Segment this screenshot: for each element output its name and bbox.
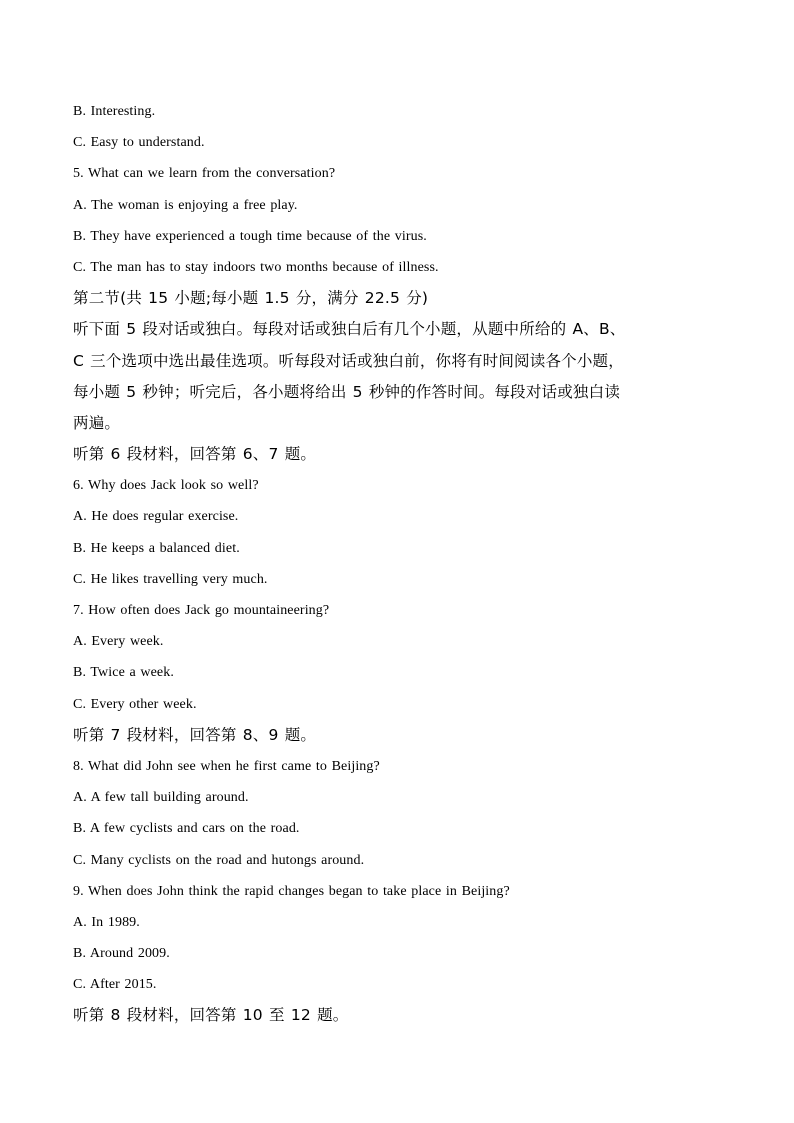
- instructions-line-2: C 三个选项中选出最佳选项。听每段对话或独白前，你将有时间阅读各个小题，: [73, 351, 624, 370]
- option-9a: A. In 1989.: [73, 914, 140, 930]
- option-4b: B. Interesting.: [73, 104, 156, 119]
- option-8c: C. Many cyclists on the road and hutongs around.: [73, 852, 365, 868]
- exam-page: [73, 96, 693, 1032]
- material-7-heading: 听第 7 段材料，回答第 8、9 题。: [73, 725, 317, 744]
- instructions-line-1: 听下面 5 段对话或独白。每段对话或独白后有几个小题，从题中所给的 A、B、: [73, 320, 626, 339]
- option-6a: A. He does regular exercise.: [73, 509, 239, 525]
- option-5b: B. They have experienced a tough time because of the virus.: [73, 228, 427, 244]
- option-9b: B. Around 2009.: [73, 946, 170, 962]
- question-7: 7. How often does Jack go mountaineering?: [73, 603, 330, 618]
- option-7b: B. Twice a week.: [73, 665, 174, 681]
- question-5: 5. What can we learn from the conversation?: [73, 166, 336, 182]
- option-5c: C. The man has to stay indoors two months because of illness.: [73, 259, 439, 275]
- material-6-heading: 听第 6 段材料，回答第 6、7 题。: [73, 445, 317, 464]
- question-9: 9. When does John think the rapid changes began to take place in Beijing?: [73, 883, 510, 899]
- option-8b: B. A few cyclists and cars on the road.: [73, 821, 300, 837]
- option-4c: C. Easy to understand.: [73, 135, 205, 151]
- question-8: 8. What did John see when he first came to Beijing?: [73, 758, 380, 774]
- section-heading: 第二节(共 15 小题;每小题 1.5 分，满分 22.5 分): [73, 289, 429, 308]
- option-6c: C. He likes travelling very much.: [73, 571, 268, 587]
- option-7c: C. Every other week.: [73, 696, 197, 712]
- option-7a: A. Every week.: [73, 634, 164, 650]
- option-5a: A. The woman is enjoying a free play.: [73, 197, 298, 213]
- option-9c: C. After 2015.: [73, 977, 157, 993]
- question-6: 6. Why does Jack look so well?: [73, 478, 259, 494]
- option-8a: A. A few tall building around.: [73, 790, 249, 806]
- option-6b: B. He keeps a balanced diet.: [73, 540, 240, 556]
- material-8-heading: 听第 8 段材料，回答第 10 至 12 题。: [73, 1006, 349, 1025]
- instructions-line-3: 每小题 5 秒钟；听完后，各小题将给出 5 秒钟的作答时间。每段对话或独白读: [73, 382, 621, 401]
- instructions-line-4: 两遍。: [73, 413, 121, 432]
